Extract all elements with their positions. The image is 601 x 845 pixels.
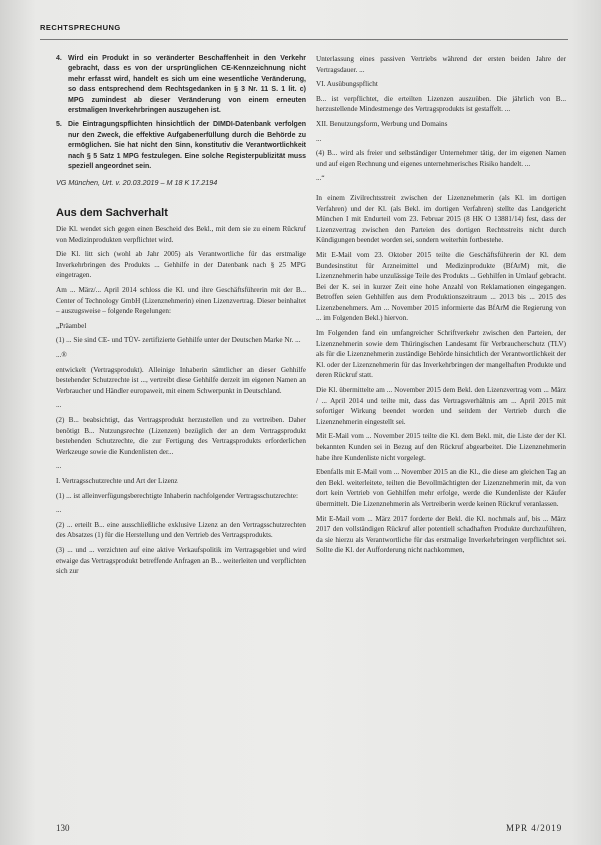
paragraph: ... [316,134,322,143]
paragraph: (4) B... wird als freier und selbständiger Unternehmer tätig, der im eigenen Namen und auf eigen Rechnung und eigenes unternehmerisches Risiko handelt. ... [316,149,566,168]
paragraph: ... [56,401,62,410]
paragraph: (1) ... ist alleinverfügungsberechtigte Inhaberin nachfolgender Vertragsschutzrechte: [56,491,298,500]
page-number: 130 [56,823,70,833]
paragraph: Die Kl. übermittelte am ... November 2015 dem Bekl. den Lizenzvertrag vom ... März / ... April 2014 und teilte mit, dass das Vertragsverhältnis am ... April 2015 mit sofortiger Wirkung beendet worden und seitdem der Vertrieb durch die Lizenznehmerin eingestellt sei. [316,386,566,426]
paragraph: Mit E-Mail vom 23. Oktober 2015 teilte die Geschäftsführerin der Kl. dem Bundesinstitut für Arzneimittel und Medizinprodukte (BfArM) mit, die Lizenznehmerin habe unzulässige Teile des Produkts ... Gehhilfen in Umlauf gebracht. Bei der K. sei in kurzer Zeit eine hohe Anzahl von Reklamationen eingegangen. Betroffen seien Gehhilfen aus dem Produktionszeitraum ... 2013 bis ... 2015 des Lizenzbenehmers. Am ... November 2015 informierte das BfArM die Regierung von ... im Folgenden Bekl.) hiervon. [316,250,566,323]
paragraph: Unterlassung eines passiven Vertriebs während der ersten beiden Jahre der Vertragsdauer. ... [316,55,566,74]
paragraph: (2) ... erteilt B... eine ausschließliche exklusive Lizenz an den Vertragsschutzrechten des Absatzes (1) für die Herstellung und den Vertrieb des Vertragsprodukts. [56,520,306,540]
principle-item [56,120,306,172]
paragraph: ... [56,506,62,515]
paragraph: (1) ... Sie sind CE- und TÜV- zertifizierte Gehhilfe unter der Deutschen Marke Nr. ... [56,336,301,345]
paragraph: ... [56,462,62,471]
paragraph: In einem Zivilrechtsstreit zwischen der Lizenznehmerin (als Kl. im dortigen Verfahren) und der Kl. (als Bekl. im dortigen Verfahren) stellte das Landgericht München I mit Endurteil vom 23. Februar 2015 (8 HK O 13881/14) fest, dass der Lizenzvertrag zwischen den Parteien des dortigen Rechtsstreits nicht durch Kündigungen beendet worden sei, sondern weiterhin fortbestehe. [316,193,566,245]
paragraph: Die Kl. wendet sich gegen einen Bescheid des Bekl., mit dem sie zu einem Rückruf von Medizinprodukten verpflichtet wird. [56,225,306,244]
principle-text: Die Eintragungspflichten hinsichtlich der DIMDI-Datenbank verfolgen nur den Zweck, die effektive Aufgabenerfüllung durch die Behörde zu ermöglichen. Sie hat nicht den Sinn, konstitutiv die Verantwortlichkeit nach § 5 Satz 1 MPG festzulegen. Eine solche Registerpublizität muss speziell angeordnet sein. [68,121,306,171]
journal-issue: MPR 4/2019 [506,823,563,833]
principle-number: 5. [56,121,62,129]
section-heading: Aus dem Sachverhalt [56,207,168,220]
paragraph: Mit E-Mail vom ... November 2015 teilte die Kl. dem Bekl. mit, die Liste der der Kl. bekannten Kunden sei in Bezug auf den Rückruf abgearbeitet. Die Lizenznehmerin habe ihre Kundenliste nicht vorgelegt. [316,432,566,462]
paragraph: ...® [56,351,67,359]
paragraph: entwickelt (Vertragsprodukt). Alleinige Inhaberin sämtlicher an dieser Gehhilfe bestehender Schutzrechte ist ..., vertreibt diese Gehhilfe derzeit im eigenen Namen an Verbraucher und Händler europaweit, mit einem Schwerpunkt in Deutschland. [56,365,306,395]
principle-item [56,54,306,116]
paragraph: Im Folgenden fand ein umfangreicher Schriftverkehr zwischen den Parteien, der Lizenznehmerin sowie dem Thüringischen Landesamt für Verbraucherschutz (TLV) als für die Lizenznehmerin zuständige Behörde hinsichtlich der Verantwortlichkeit der Kl. oder der Lizenznehmerin für das Inverkehrbringen der mangelhaften Produkte und deren Rückruf statt. [316,329,566,380]
principle-text: Wird ein Produkt in so veränderter Beschaffenheit in den Verkehr gebracht, dass es von der ursprünglichen CE-Kennzeichnung nicht mehr erfasst wird, handelt es sich um eine wesentliche Veränderung, so dass entsprechend dem Rechtsgedanken in § 3 Nr. 11 S. 1 lit. c) MPG zumindest ab dieser Veränderung von einem erneuten erstmaligen Inverkehrbringen auszugehen ist. [68,55,306,115]
guiding-principles-list [56,54,306,172]
right-column [316,54,566,560]
paragraph: I. Vertragsschutzrechte und Art der Lizenz [56,476,178,485]
paragraph: (2) B... beabsichtigt, das Vertragsprodukt herzustellen und zu vertreiben. Daher benötigt B... Nutzungsrechte (Lizenzen) bezüglich der an dem Vertragsprodukt bestehenden Schutzrechte, die zur Fertigung des Vertragsprodukts erforderlichen Werkzeuge sowie die Kundenlisten der... [56,415,306,456]
paragraph: Am ... März/... April 2014 schloss die Kl. und ihre Geschäftsführerin mit der B... Center of Technology GmbH (Lizenznehmerin) einen Lizenzvertrag. Dieser beinhaltet – auszugsweise – folgende Regelungen: [56,286,306,316]
paragraph: Die Kl. litt sich (wohl ab Jahr 2005) als Verantwortliche für das erstmalige Inverkehrbringen des Produkts ... Gehhilfe in der Datenbank nach § 25 MPG eingetragen. [56,250,306,280]
paragraph: Mit E-Mail vom ... März 2017 forderte der Bekl. die Kl. nochmals auf, bis ... März 2017 den vollständigen Rückruf aller potentiell schadhaften Produkte durchzuführen, da sie hierzu als Verantwortliche für das erstmalige Inverkehrbringen verpflichtet sei. Sollte die Kl. der Aufforderung nicht nachkommen, [316,514,566,555]
paragraph: B... ist verpflichtet, die erteilten Lizenzen auszuüben. Die jährlich von B... herzustellende Mindestmenge des Vertragsprodukts ist gestaffelt. ... [316,94,566,114]
paragraph: VI. Ausübungspflicht [316,80,378,89]
paragraph: (3) ... und ... verzichten auf eine aktive Verkaufspolitik im Vertragsgebiet und wird etwaige das Vertragsprodukt betreffende Anfragen an B... weiterleiten und verpflichten sich zur [56,545,307,576]
paragraph: ...“ [316,174,325,183]
principle-number: 4. [56,55,62,62]
court-citation: VG München, Urt. v. 20.03.2019 – M 18 K 17.2194 [56,178,218,188]
paragraph: Ebenfalls mit E-Mail vom ... November 2015 an die Kl., die diese am gleichen Tag an den Bekl. weiterleitete, teilten die Bevollmächtigten der Lizenznehmerin mit, da von dort kein Vertrieb von Gehhilfen mehr erfolge, werde die Kundenliste der Käufer übermittelt. Die Lizenznehmerin als Vertreiberin werde keinen Rückruf veranlassen. [316,468,566,508]
section-label: RECHTSPRECHUNG [40,23,121,32]
left-column [56,54,306,581]
paragraph: „Präambel [56,321,87,330]
paragraph: XII. Benutzungsform, Werbung und Domains [316,119,448,128]
